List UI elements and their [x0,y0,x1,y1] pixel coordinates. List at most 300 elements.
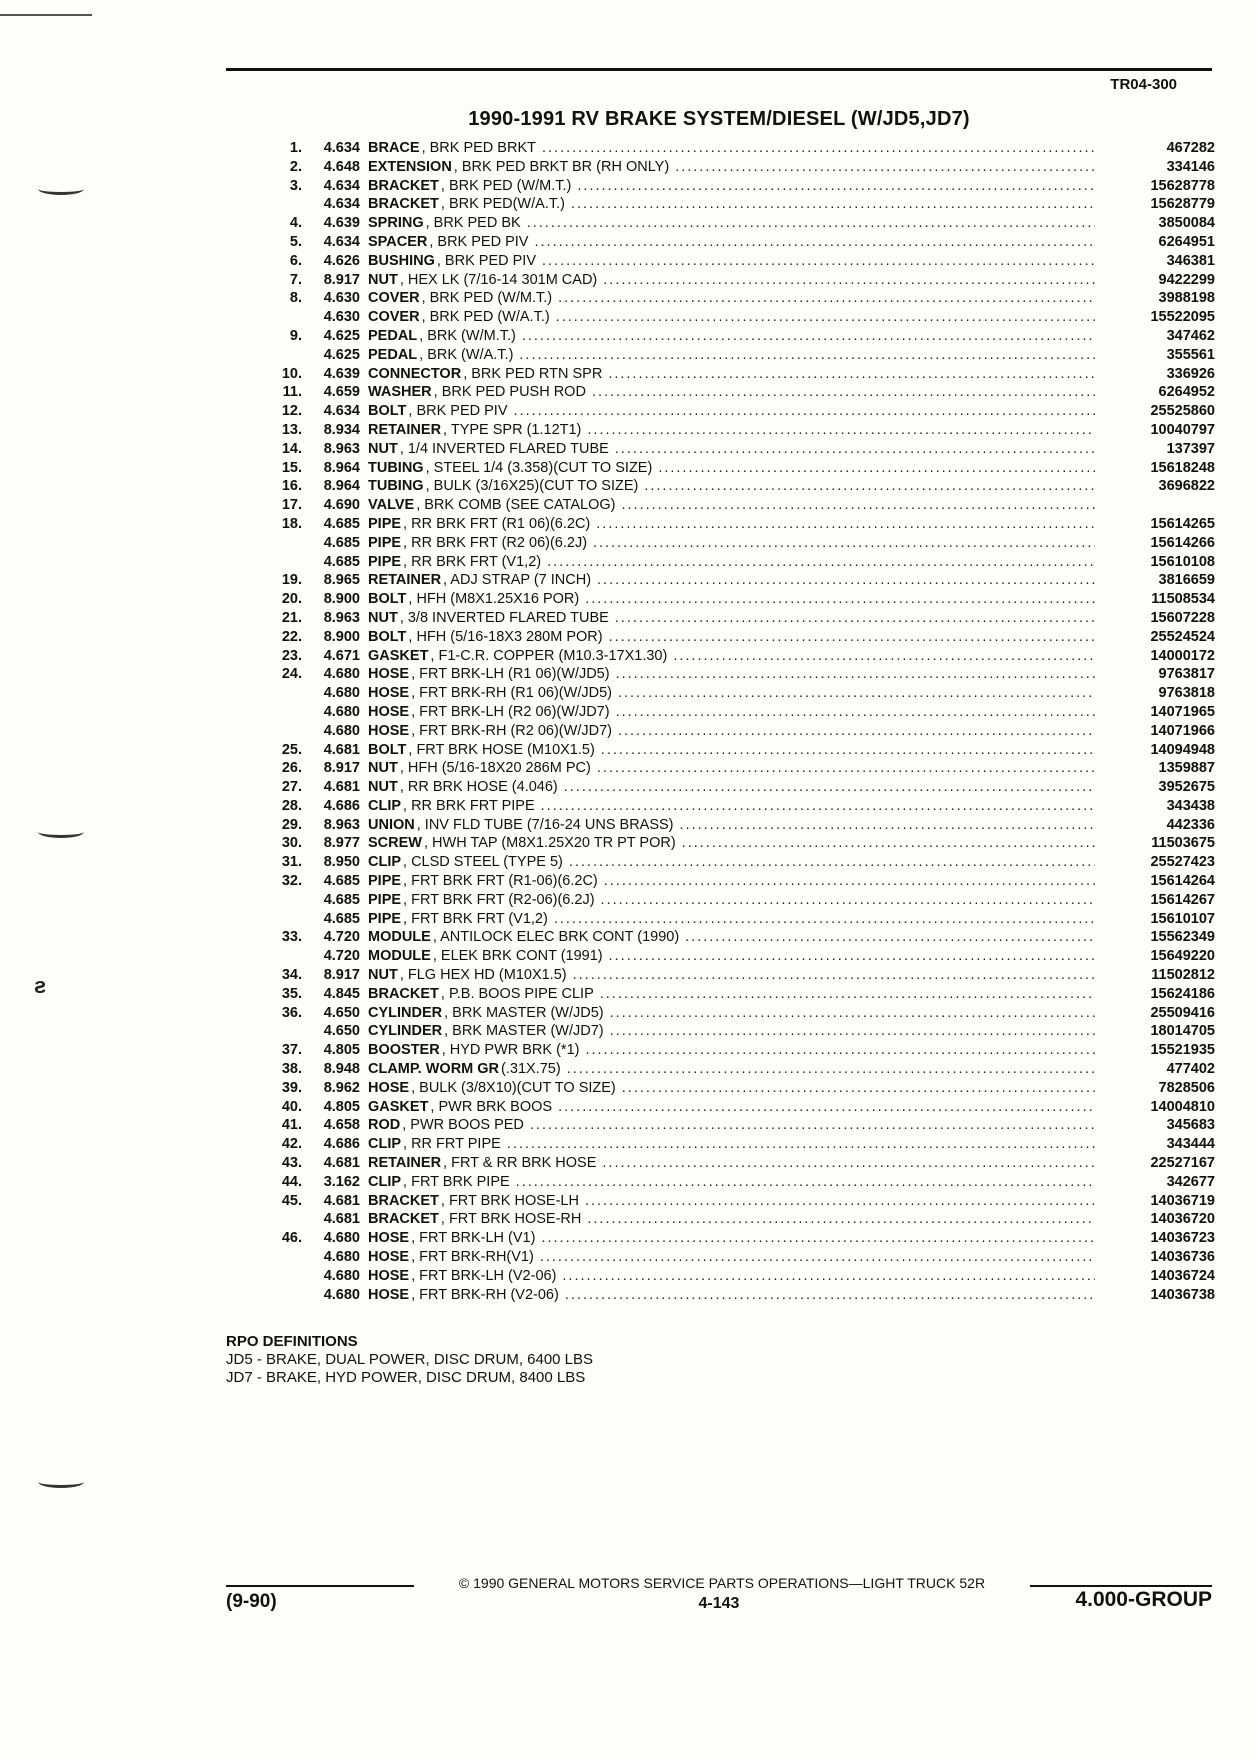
part-name: SCREW [368,835,422,852]
part-number: 15628779 [1150,196,1215,213]
part-description: , FRT BRK-LH (R2 06)(W/JD7) [411,703,610,720]
group-number: 4.845 [323,985,360,1002]
part-row [240,158,1215,177]
part-name: HOSE [368,1230,410,1247]
group-number: 4.805 [323,1042,360,1059]
dot-leader [569,853,1095,872]
part-description: , F1-C.R. COPPER (M10.3-17X1.30) [430,647,668,664]
part-row [240,346,1215,365]
part-description: , FRT BRK-RH (V2-06) [411,1286,559,1303]
binder-hole-mark [38,826,84,838]
group-number: 4.805 [323,1098,360,1115]
part-number: 15522095 [1150,309,1215,326]
dot-leader [618,684,1095,703]
parts-list [240,139,1215,1304]
part-description: , FRT BRK FRT (R1-06)(6.2C) [403,873,598,890]
item-number: 27. [281,779,302,796]
dot-leader [567,1060,1095,1079]
part-description: , BRK PED PIV [436,252,536,269]
part-description: , STEEL 1/4 (3.358)(CUT TO SIZE) [425,459,653,476]
item-number: 40. [281,1098,302,1115]
part-number: 15610108 [1150,553,1215,570]
part-row [240,214,1215,233]
part-name: TUBING [368,459,424,476]
group-number: 8.934 [323,421,360,438]
part-number: 18014705 [1150,1023,1215,1040]
item-number: 32. [281,873,302,890]
group-number: 4.630 [323,309,360,326]
dot-leader [680,816,1095,835]
part-row [240,571,1215,590]
part-row [240,1192,1215,1211]
part-name: HOSE [368,1079,410,1096]
part-number: 14036719 [1150,1192,1215,1209]
item-number: 46. [281,1230,302,1247]
dot-leader [600,985,1095,1004]
part-name: CONNECTOR [368,365,462,382]
part-number: 137397 [1166,440,1215,457]
part-number: 14036736 [1150,1249,1215,1266]
part-row [240,195,1215,214]
group-number: 8.963 [323,816,360,833]
dot-leader [682,834,1095,853]
part-name: CYLINDER [368,1023,443,1040]
part-row [240,1267,1215,1286]
group-number: 4.625 [323,346,360,363]
part-name: HOSE [368,1249,410,1266]
dot-leader [616,665,1095,684]
part-row [240,1286,1215,1305]
part-row [240,853,1215,872]
group-number: 4.685 [323,891,360,908]
part-row [240,534,1215,553]
part-row [240,759,1215,778]
dot-leader [558,1098,1095,1117]
group-number: 4.681 [323,741,360,758]
group-number: 4.680 [323,685,360,702]
margin-mark: ƨ [34,973,47,998]
item-number: 13. [281,421,302,438]
item-number: 33. [281,929,302,946]
part-description: , BULK (3/8X10)(CUT TO SIZE) [411,1079,616,1096]
item-number: 16. [281,478,302,495]
dot-leader [615,609,1095,628]
binder-hole-mark [38,1476,84,1488]
part-number: 9763818 [1158,685,1215,702]
dot-leader [622,1079,1095,1098]
part-description: , BRK PED PIV [429,233,529,250]
group-number: 8.917 [323,967,360,984]
part-description: , 1/4 INVERTED FLARED TUBE [399,440,609,457]
rpo-heading: RPO DEFINITIONS [226,1333,358,1350]
part-description: , BULK (3/16X25)(CUT TO SIZE) [425,478,639,495]
item-number: 28. [281,797,302,814]
part-row [240,1004,1215,1023]
part-name: WASHER [368,384,432,401]
part-row [240,722,1215,741]
part-row [240,703,1215,722]
part-number: 3988198 [1158,290,1215,307]
dot-leader [621,496,1095,515]
part-description: , FRT BRK PIPE [403,1173,510,1190]
part-number: 15607228 [1150,609,1215,626]
part-number: 3850084 [1158,215,1215,232]
part-description: , FRT BRK FRT (V1,2) [403,910,548,927]
part-row [240,872,1215,891]
dot-leader [565,1286,1095,1305]
group-number: 4.685 [323,873,360,890]
part-name: BRACKET [368,985,439,1002]
group-number: 8.917 [323,760,360,777]
part-description: , HFH (M8X1.25X16 POR) [408,591,580,608]
part-row [240,383,1215,402]
item-number: 31. [281,854,302,871]
part-name: NUT [368,967,398,984]
part-name: CLIP [368,797,402,814]
group-number: 4.685 [323,515,360,532]
top-rule [226,68,1212,71]
group-number: 4.639 [323,365,360,382]
dot-leader [597,759,1095,778]
dot-leader [593,534,1095,553]
dot-leader [516,1173,1095,1192]
part-name: BUSHING [368,252,435,269]
part-name: BOLT [368,403,407,420]
part-number: 15614265 [1150,515,1215,532]
part-number: 3816659 [1158,572,1215,589]
part-number: 343438 [1166,797,1215,814]
dot-leader [540,1248,1095,1267]
part-name: PIPE [368,873,402,890]
part-row [240,365,1215,384]
group-number: 4.686 [323,1136,360,1153]
part-name: RETAINER [368,1155,442,1172]
part-row [240,684,1215,703]
part-row [240,459,1215,478]
part-description: , CLSD STEEL (TYPE 5) [403,854,563,871]
part-row [240,1079,1215,1098]
dot-leader [616,703,1095,722]
part-name: NUT [368,760,398,777]
part-name: COVER [368,290,420,307]
group-number: 4.680 [323,722,360,739]
item-number: 39. [281,1079,302,1096]
part-number: 25527423 [1150,854,1215,871]
part-name: BRACKET [368,177,439,194]
group-number: 8.962 [323,1079,360,1096]
dot-leader [609,628,1095,647]
item-number: 25. [281,741,302,758]
part-number: 355561 [1166,346,1215,363]
part-description: , FRT BRK FRT (R2-06)(6.2J) [403,891,595,908]
group-number: 4.650 [323,1004,360,1021]
footer-rule [226,1585,414,1587]
part-name: BOLT [368,741,407,758]
group-number: 8.950 [323,854,360,871]
part-description: , FLG HEX HD (M10X1.5) [399,967,567,984]
group-number: 4.686 [323,797,360,814]
group-number: 4.680 [323,666,360,683]
item-number: 30. [281,835,302,852]
part-description: (.31X.75) [501,1061,561,1078]
part-description: , BRK PED BK [425,215,521,232]
dot-leader [573,966,1095,985]
part-number: 25525860 [1150,403,1215,420]
rpo-line: JD7 - BRAKE, HYD POWER, DISC DRUM, 8400 LBS [226,1369,586,1386]
part-name: MODULE [368,948,431,965]
part-number: 442336 [1166,816,1215,833]
part-description: , FRT BRK-RH (R1 06)(W/JD5) [411,685,612,702]
dot-leader [596,515,1095,534]
part-description: , RR BRK HOSE (4.046) [399,779,558,796]
group-number: 8.917 [323,271,360,288]
group-number: 4.680 [323,1267,360,1284]
part-row [240,252,1215,271]
part-row [240,628,1215,647]
part-description: , HYD PWR BRK (*1) [441,1042,580,1059]
group-number: 4.680 [323,703,360,720]
part-number: 14036724 [1150,1267,1215,1284]
dot-leader [547,553,1095,572]
part-description: , FRT & RR BRK HOSE [443,1155,597,1172]
part-description: , HFH (5/16-18X20 286M PC) [399,760,591,777]
part-number: 14036720 [1150,1211,1215,1228]
group-number: 4.681 [323,1192,360,1209]
part-name: PEDAL [368,327,418,344]
group-number: 3.162 [323,1173,360,1190]
group-number: 4.680 [323,1249,360,1266]
part-number: 342677 [1166,1173,1215,1190]
part-description: , BRK PED BRKT [421,140,536,156]
part-description: , FRT BRK HOSE-RH [440,1211,582,1228]
dot-leader [542,139,1095,158]
group-number: 4.658 [323,1117,360,1134]
part-description: , FRT BRK-LH (V1) [411,1230,536,1247]
part-number: 6264951 [1158,233,1215,250]
group-number: 4.681 [323,1211,360,1228]
item-number: 35. [281,985,302,1002]
part-name: CLIP [368,1173,402,1190]
part-row [240,402,1215,421]
part-name: BRACKET [368,1192,439,1209]
group-number: 4.630 [323,290,360,307]
group-number: 4.634 [323,196,360,213]
part-description: , FRT BRK-RH(V1) [411,1249,534,1266]
part-description: , BRK PED PUSH ROD [433,384,586,401]
dot-leader [571,195,1095,214]
part-name: CLIP [368,854,402,871]
revision-date: (9-90) [226,1591,277,1612]
part-number: 14036738 [1150,1286,1215,1303]
part-name: HOSE [368,703,410,720]
part-number: 9763817 [1158,666,1215,683]
part-row [240,891,1215,910]
dot-leader [644,477,1095,496]
group-number: 4.634 [323,177,360,194]
part-description: , 3/8 INVERTED FLARED TUBE [399,609,609,626]
item-number: 36. [281,1004,302,1021]
part-number: 334146 [1166,158,1215,175]
part-description: , RR BRK FRT (V1,2) [403,553,542,570]
part-number: 345683 [1166,1117,1215,1134]
dot-leader [554,910,1095,929]
part-description: , BRK PED RTN SPR [463,365,603,382]
part-description: , BRK (W/M.T.) [419,327,516,344]
dot-leader [562,1267,1095,1286]
part-row [240,440,1215,459]
dot-leader [587,1210,1095,1229]
part-name: BRACE [368,140,420,156]
part-number: 14000172 [1150,647,1215,664]
dot-leader [608,365,1095,384]
item-number: 14. [281,440,302,457]
part-row [240,1041,1215,1060]
part-name: HOSE [368,685,410,702]
part-number: 15628778 [1150,177,1215,194]
item-number: 9. [289,327,302,344]
rpo-definitions [226,1333,593,1387]
part-description: , FRT BRK HOSE (M10X1.5) [408,741,595,758]
item-number: 41. [281,1117,302,1134]
part-row [240,947,1215,966]
dot-leader [604,872,1095,891]
page-number: 4-143 [698,1595,740,1612]
part-name: PIPE [368,891,402,908]
item-number: 10. [281,365,302,382]
item-number: 3. [289,177,302,194]
part-number: 25509416 [1150,1004,1215,1021]
part-row [240,778,1215,797]
part-name: CLIP [368,1136,402,1153]
part-number: 9422299 [1158,271,1215,288]
part-description: , BRK PED(W/A.T.) [440,196,565,213]
dot-leader [675,158,1095,177]
part-number: 15521935 [1150,1042,1215,1059]
group-number: 4.626 [323,252,360,269]
part-name: GASKET [368,1098,429,1115]
dot-leader [603,271,1095,290]
part-number: 15618248 [1150,459,1215,476]
part-description: , TYPE SPR (1.12T1) [443,421,582,438]
part-name: ROD [368,1117,401,1134]
copyright-notice: © 1990 GENERAL MOTORS SERVICE PARTS OPERATIONS—LIGHT TRUCK 52R [458,1575,986,1591]
group-label: 4.000-GROUP [1075,1588,1212,1611]
part-number: 15649220 [1150,948,1215,965]
dot-leader [534,233,1095,252]
dot-leader [507,1135,1095,1154]
part-name: PIPE [368,553,402,570]
part-row [240,1210,1215,1229]
dot-leader [522,327,1095,346]
part-name: NUT [368,440,398,457]
item-number: 45. [281,1192,302,1209]
part-row [240,665,1215,684]
item-number: 37. [281,1042,302,1059]
part-name: SPACER [368,233,428,250]
part-description: , HWH TAP (M8X1.25X20 TR PT POR) [423,835,676,852]
part-description: , BRK COMB (SEE CATALOG) [416,497,616,514]
part-description: , BRK PED (W/M.T.) [421,290,553,307]
part-number: 1359887 [1158,760,1215,777]
part-description: , FRT BRK-LH (R1 06)(W/JD5) [411,666,610,683]
part-number: 3952675 [1158,779,1215,796]
dot-leader [577,177,1095,196]
part-name: BOOSTER [368,1042,440,1059]
part-number: 14071966 [1150,722,1215,739]
part-name: CYLINDER [368,1004,443,1021]
part-name: VALVE [368,497,415,514]
item-number: 42. [281,1136,302,1153]
part-description: , ANTILOCK ELEC BRK CONT (1990) [432,929,680,946]
part-name: EXTENSION [368,158,452,175]
part-name: HOSE [368,722,410,739]
part-name: BRACKET [368,196,439,213]
item-number: 8. [289,290,302,307]
dot-leader [602,1154,1095,1173]
item-number: 22. [281,628,302,645]
part-description: , HFH (5/16-18X3 280M POR) [408,628,603,645]
dot-leader [609,947,1095,966]
part-row [240,421,1215,440]
item-number: 24. [281,666,302,683]
group-number: 8.964 [323,478,360,495]
group-number: 4.720 [323,948,360,965]
item-number: 1. [289,140,302,156]
item-number: 5. [289,233,302,250]
group-number: 8.964 [323,459,360,476]
dot-leader [615,440,1095,459]
item-number: 6. [289,252,302,269]
part-row [240,797,1215,816]
item-number: 2. [289,158,302,175]
part-row [240,327,1215,346]
group-number: 4.685 [323,534,360,551]
dot-leader [556,308,1095,327]
part-name: TUBING [368,478,424,495]
part-row [240,289,1215,308]
part-name: NUT [368,271,398,288]
group-number: 4.680 [323,1230,360,1247]
part-row [240,139,1215,158]
dot-leader [514,402,1095,421]
item-number: 15. [281,459,302,476]
dot-leader [610,1004,1095,1023]
group-number: 4.720 [323,929,360,946]
part-number: 11503675 [1151,835,1215,852]
item-number: 17. [281,497,302,514]
part-description: , PWR BOOS PED [402,1117,524,1134]
part-row [240,741,1215,760]
group-number: 8.900 [323,628,360,645]
part-number: 14094948 [1150,741,1215,758]
part-name: GASKET [368,647,429,664]
group-number: 4.634 [323,403,360,420]
binder-hole-mark [38,183,84,195]
rpo-line: JD5 - BRAKE, DUAL POWER, DISC DRUM, 6400 LBS [226,1351,594,1368]
group-number: 4.680 [323,1286,360,1303]
dot-leader [585,1192,1095,1211]
part-row [240,985,1215,1004]
part-description: , PWR BRK BOOS [430,1098,553,1115]
part-number: 10040797 [1150,421,1215,438]
item-number: 18. [281,515,302,532]
group-number: 4.648 [323,158,360,175]
part-row [240,177,1215,196]
part-name: CLAMP. WORM GR [368,1061,500,1078]
part-number: 6264952 [1158,384,1215,401]
part-name: RETAINER [368,572,442,589]
part-row [240,233,1215,252]
